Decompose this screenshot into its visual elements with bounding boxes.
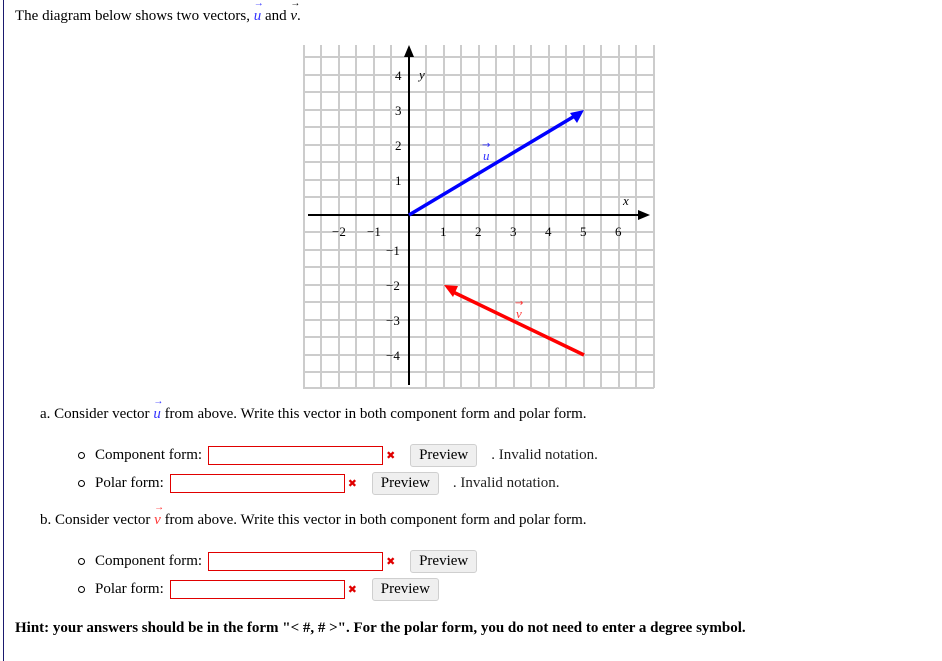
- x-tick: 6: [615, 224, 622, 239]
- part-b-component-preview-button[interactable]: Preview: [410, 550, 477, 573]
- grid: [303, 45, 654, 388]
- x-tick: −1: [367, 224, 381, 239]
- part-a-component-input[interactable]: [208, 446, 383, 465]
- bullet-icon: [78, 452, 85, 459]
- prompt-text: from above. Write this vector in both component form and polar form.: [160, 406, 587, 422]
- prompt-text: from above. Write this vector in both component form and polar form.: [160, 512, 587, 528]
- polar-form-label: Polar form:: [95, 580, 164, 597]
- bullet-icon: [78, 480, 85, 487]
- vector-arrow-icon: →: [154, 502, 165, 513]
- vector-letter: u: [153, 406, 161, 422]
- vector-arrow-icon: →: [253, 0, 264, 9]
- y-tick: 2: [395, 138, 402, 153]
- x-axis-arrow-icon: [638, 210, 650, 220]
- vector-u-symbol: [153, 396, 164, 423]
- vector-v-label: v: [516, 306, 522, 321]
- part-a-component-preview-button[interactable]: Preview: [410, 444, 477, 467]
- hint-text: Hint: your answers should be in the form "< #, # >". For the polar form, you do not need to enter a degree symbol.: [15, 620, 746, 636]
- polar-form-label: Polar form:: [95, 474, 164, 491]
- y-tick: −4: [386, 348, 400, 363]
- y-tick: −3: [386, 313, 400, 328]
- y-tick: −1: [386, 243, 400, 258]
- part-a-component-status: . Invalid notation.: [491, 446, 598, 463]
- y-tick: 3: [395, 103, 402, 118]
- vector-u-symbol: [253, 0, 264, 25]
- vector-v-letter: v: [290, 8, 298, 24]
- page-left-border: [3, 0, 4, 661]
- y-tick: −2: [386, 278, 400, 293]
- part-b-prompt: [40, 502, 587, 529]
- x-tick: 4: [545, 224, 552, 239]
- y-axis-label: y: [419, 67, 425, 82]
- part-a-polar-row: [78, 471, 560, 495]
- x-tick: 3: [510, 224, 517, 239]
- component-form-label: Component form:: [95, 446, 203, 463]
- vector-letter: v: [154, 512, 161, 528]
- part-a-polar-input[interactable]: [170, 474, 345, 493]
- y-tick: 4: [395, 68, 402, 83]
- component-form-label: Component form:: [95, 552, 203, 569]
- vector-arrow-icon: →: [153, 396, 164, 407]
- vector-v-symbol: [290, 0, 301, 25]
- y-axis-arrow-icon: [404, 45, 414, 57]
- y-tick: 1: [395, 173, 402, 188]
- x-axis-label: x: [623, 193, 629, 208]
- incorrect-x-icon: ✖: [347, 582, 357, 596]
- part-b-polar-row: [78, 577, 439, 601]
- bullet-icon: [78, 558, 85, 565]
- incorrect-x-icon: ✖: [386, 554, 396, 568]
- part-b-component-input[interactable]: [208, 552, 383, 571]
- part-b-component-row: [78, 549, 477, 573]
- incorrect-x-icon: ✖: [386, 448, 396, 462]
- part-a-prompt: [40, 396, 587, 423]
- vector-diagram: [300, 40, 660, 395]
- prompt-text: b. Consider vector: [40, 512, 155, 528]
- part-a-polar-status: . Invalid notation.: [452, 474, 560, 491]
- prompt-text: a. Consider vector: [40, 406, 154, 422]
- intro-text: [15, 0, 301, 25]
- x-tick: 2: [475, 224, 482, 239]
- intro-text-before: The diagram below shows two vectors,: [15, 8, 254, 24]
- vector-arrow-icon: →: [515, 298, 524, 309]
- incorrect-x-icon: ✖: [347, 476, 357, 490]
- intro-text-middle: and: [261, 8, 291, 24]
- vector-arrow-icon: →: [290, 0, 301, 9]
- intro-text-after: .: [297, 8, 301, 24]
- x-tick: 1: [440, 224, 447, 239]
- part-b-polar-input[interactable]: [170, 580, 345, 599]
- vector-arrow-icon: →: [482, 140, 491, 151]
- part-b-polar-preview-button[interactable]: Preview: [372, 578, 439, 601]
- part-a-component-row: [78, 443, 598, 467]
- vector-v-symbol: [154, 502, 165, 529]
- part-a-polar-preview-button[interactable]: Preview: [372, 472, 439, 495]
- vector-u-letter: u: [253, 8, 262, 24]
- x-tick: −2: [332, 224, 346, 239]
- vector-u-label: u: [483, 148, 490, 163]
- x-tick: 5: [580, 224, 587, 239]
- bullet-icon: [78, 586, 85, 593]
